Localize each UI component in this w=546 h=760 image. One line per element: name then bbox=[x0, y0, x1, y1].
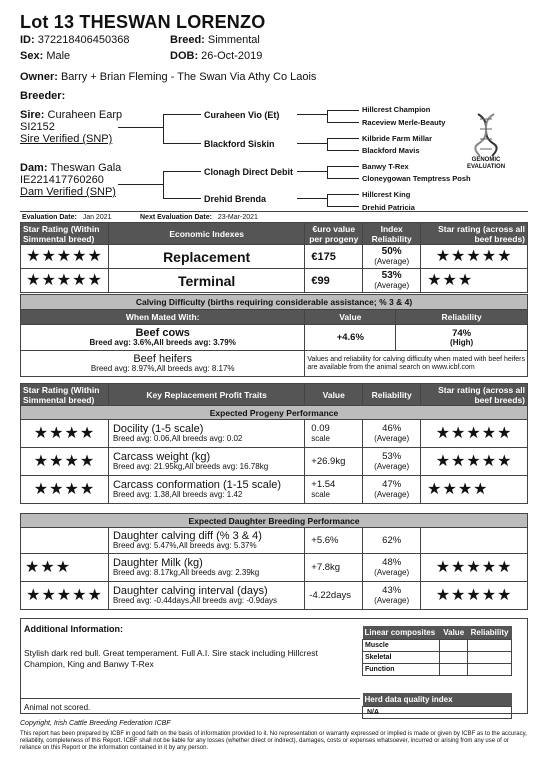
trait-reliability: 43% (Average) bbox=[363, 582, 421, 610]
trait-reliability: 62% bbox=[363, 528, 421, 554]
star-rating-within: ★★★★ bbox=[21, 448, 109, 476]
star-rating-across: ★★★★★ bbox=[421, 554, 528, 582]
next-evaluation-date: Next Evaluation Date: 23-Mar-2021 bbox=[140, 214, 258, 221]
table-row bbox=[21, 448, 528, 476]
table-row bbox=[21, 554, 528, 582]
pedigree-dsd: Cloneygowan Temptress Posh bbox=[362, 174, 471, 183]
pedigree-sss: Hillcrest Champion bbox=[362, 105, 431, 114]
trait-value: +5.6% bbox=[305, 528, 363, 554]
star-rating-within: ★★★★★ bbox=[21, 582, 109, 610]
star-rating-across: ★★★★ bbox=[421, 476, 528, 504]
additional-info-text: Stylish dark red bull. Great temperament. Full A.I. Sire stack including Hillcrest Champion, King and Banwy T-Rex bbox=[24, 648, 318, 669]
star-rating-across: ★★★★★ bbox=[421, 420, 528, 448]
trait-value: +26.9kg bbox=[305, 448, 363, 476]
beef-cows-reliability: 74% (High) bbox=[396, 325, 528, 351]
pedigree-ddd: Drehid Patricia bbox=[362, 203, 415, 212]
daughter-section-title: Expected Daughter Breeding Performance bbox=[21, 514, 528, 528]
herd-title: Herd data quality index bbox=[363, 693, 512, 706]
page-title: Lot 13 THESWAN LORENZO bbox=[20, 12, 266, 32]
trait-name-cell: Daughter calving interval (days) Breed avg: -0.44days,All breeds avg: -0.9days bbox=[108, 582, 304, 610]
col-mated-with: When Mated With: bbox=[21, 310, 305, 325]
sire-verified-link[interactable]: Sire Verified (SNP) bbox=[20, 133, 113, 145]
table-row: Muscle bbox=[363, 639, 512, 651]
col-key-traits: Key Replacement Profit Traits bbox=[108, 384, 304, 406]
table-row bbox=[21, 325, 528, 351]
dam-verified-link[interactable]: Dam Verified (SNP) bbox=[20, 186, 116, 198]
star-rating-within: ★★★★★ bbox=[21, 245, 109, 269]
trait-reliability: 46% (Average) bbox=[363, 420, 421, 448]
star-rating-within: ★★★★ bbox=[21, 420, 109, 448]
id-row: ID: 372218406450368 bbox=[20, 34, 130, 46]
col-value: Value bbox=[305, 310, 396, 325]
trait-value: 0.09 scale bbox=[305, 420, 363, 448]
breed-row: Breed: Simmental bbox=[170, 34, 260, 46]
star-rating-within bbox=[21, 528, 109, 554]
animal-score-note: Animal not scored. bbox=[24, 703, 91, 712]
pedigree-ss: Curaheen Vio (Et) bbox=[204, 110, 280, 120]
star-rating-across: ★★★ bbox=[421, 269, 528, 293]
pedigree-sdd: Blackford Mavis bbox=[362, 146, 420, 155]
calving-section-title: Calving Difficulty (births requiring considerable assistance; % 3 & 4) bbox=[21, 295, 528, 310]
col-reliability: Reliability bbox=[363, 384, 421, 406]
star-rating-within: ★★★★ bbox=[21, 476, 109, 504]
index-name: Replacement bbox=[108, 245, 304, 269]
star-rating-across bbox=[421, 528, 528, 554]
table-row bbox=[21, 351, 528, 377]
col-value: Value bbox=[440, 626, 468, 639]
index-value: €175 bbox=[305, 245, 363, 269]
trait-value: -4.22days bbox=[305, 582, 363, 610]
linear-title: Linear composites bbox=[363, 626, 440, 639]
col-euro-value: €uro value per progeny bbox=[305, 223, 363, 245]
index-reliability: 50% (Average) bbox=[363, 245, 421, 269]
trait-name-cell: Carcass weight (kg) Breed avg: 21.95kg,All breeds avg: 16.78kg bbox=[108, 448, 304, 476]
trait-reliability: 47% (Average) bbox=[363, 476, 421, 504]
star-rating-across: ★★★★★ bbox=[421, 582, 528, 610]
pedigree-dds: Hillcrest King bbox=[362, 190, 411, 199]
sire-block: Sire: Curaheen Earp SI2152 Sire Verified (SNP) bbox=[20, 109, 123, 145]
owner-row: Owner: Barry + Brian Fleming - The Swan Via Athy Co Laois bbox=[20, 71, 317, 83]
pedigree-sd: Blackford Siskin bbox=[204, 139, 275, 149]
dam-block: Dam: Theswan Gala IE221417760260 Dam Verified (SNP) bbox=[20, 162, 122, 198]
star-rating-within: ★★★★★ bbox=[21, 269, 109, 293]
herd-data-table bbox=[362, 693, 512, 719]
table-row bbox=[21, 420, 528, 448]
col-reliability: Reliability bbox=[468, 626, 512, 639]
trait-name-cell: Daughter Milk (kg) Breed avg: 8.17kg,All breeds avg: 2.39kg bbox=[108, 554, 304, 582]
additional-info-title: Additional Information: bbox=[24, 624, 123, 634]
col-star-within: Star Rating (Within Simmental breed) bbox=[21, 384, 109, 406]
table-row bbox=[21, 528, 528, 554]
beef-cows-cell: Beef cows Breed avg: 3.6%,All breeds avg: 3.79% bbox=[21, 325, 305, 351]
col-index-reliability: Index Reliability bbox=[363, 223, 421, 245]
star-rating-across: ★★★★★ bbox=[421, 245, 528, 269]
table-row bbox=[21, 476, 528, 504]
beef-heifers-cell: Beef heifers Breed avg: 8.97%,All breeds avg: 8.17% bbox=[21, 351, 305, 377]
dob-row: DOB: 26-Oct-2019 bbox=[170, 50, 263, 62]
beef-cows-value: +4.6% bbox=[305, 325, 396, 351]
table-row bbox=[21, 582, 528, 610]
traits-table bbox=[20, 383, 528, 610]
table-row: Skeletal bbox=[363, 651, 512, 663]
trait-value: +1.54 scale bbox=[305, 476, 363, 504]
disclaimer: This report has been prepared by ICBF in good faith on the basis of information provided to it. No representation or warranty expressed or implied is made or given by ICBF as to the accuracy, reliability, completeness of this Report. ICBF shall not be liable for any losses (whether direct or indirect), damages, costs or expenses whatsoever, incurred or arising from any use of or reliance on this Report or the information contained in it by any person. bbox=[20, 731, 527, 751]
index-value: €99 bbox=[305, 269, 363, 293]
trait-reliability: 48% (Average) bbox=[363, 554, 421, 582]
herd-value: N/A bbox=[363, 706, 512, 718]
trait-name-cell: Carcass conformation (1-15 scale) Breed avg: 1.38,All breeds avg: 1.42 bbox=[108, 476, 304, 504]
evaluation-date: Evaluation Date: Jan 2021 bbox=[22, 214, 112, 221]
table-row bbox=[21, 269, 528, 293]
pedigree-dss: Banwy T-Rex bbox=[362, 162, 409, 171]
trait-value: +7.8kg bbox=[305, 554, 363, 582]
col-star-within: Star Rating (Within Simmental breed) bbox=[21, 223, 109, 245]
trait-name-cell: Daughter calving diff (% 3 & 4) Breed avg: 5.47%,All breeds avg: 5.37% bbox=[108, 528, 304, 554]
copyright: Copyright, Irish Cattle Breeding Federation ICBF bbox=[20, 720, 171, 727]
linear-composites-table bbox=[362, 626, 512, 676]
index-name: Terminal bbox=[108, 269, 304, 293]
table-row: Function bbox=[363, 663, 512, 675]
pedigree-sds: Kilbride Farm Millar bbox=[362, 134, 433, 143]
pedigree-ds: Clonagh Direct Debit bbox=[204, 167, 294, 177]
dna-helix-icon bbox=[466, 112, 506, 157]
breeder-label: Breeder: bbox=[20, 90, 66, 102]
col-star-across: Star rating (across all beef breeds) bbox=[421, 223, 528, 245]
pedigree-dd: Drehid Brenda bbox=[204, 194, 267, 204]
calving-difficulty-table bbox=[20, 294, 528, 377]
col-value: Value bbox=[305, 384, 363, 406]
heifers-note: Values and reliability for calving difficulty when mated with beef heifers are available from the animal search on www.icbf.com bbox=[305, 351, 528, 377]
star-rating-across: ★★★★★ bbox=[421, 448, 528, 476]
progeny-section-title: Expected Progeny Performance bbox=[21, 406, 528, 420]
col-economic-indexes: Economic Indexes bbox=[108, 223, 304, 245]
economic-index-table bbox=[20, 222, 528, 293]
col-reliability: Reliability bbox=[396, 310, 528, 325]
star-rating-within: ★★★ bbox=[21, 554, 109, 582]
index-reliability: 53% (Average) bbox=[363, 269, 421, 293]
trait-reliability: 53% (Average) bbox=[363, 448, 421, 476]
pedigree-ssd: Raceview Merle-Beauty bbox=[362, 118, 446, 127]
genomic-logo-text: GENOMIC EVALUATION bbox=[466, 157, 506, 170]
table-row bbox=[21, 245, 528, 269]
col-star-across: Star rating (across all beef breeds) bbox=[421, 384, 528, 406]
sex-row: Sex: Male bbox=[20, 50, 71, 62]
trait-name-cell: Docility (1-5 scale) Breed avg: 0.06,All breeds avg: 0.02 bbox=[108, 420, 304, 448]
